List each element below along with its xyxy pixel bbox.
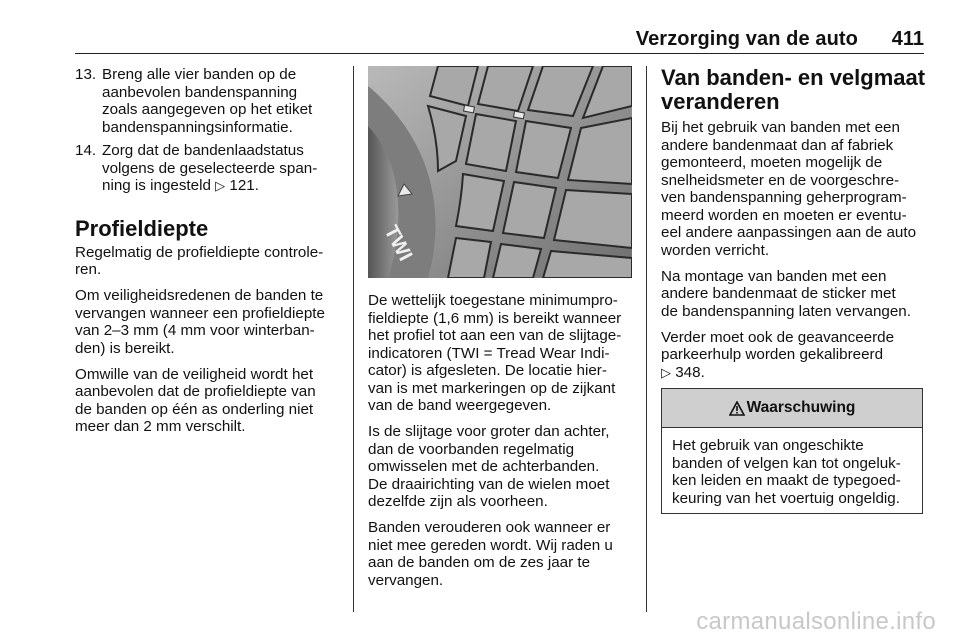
middle-column (368, 292, 638, 598)
paragraph (368, 423, 638, 511)
warning-header (662, 389, 922, 428)
text-line: Omwille van de veiligheid wordt het (75, 365, 314, 383)
text-span: ning is ingesteld (102, 177, 211, 194)
heading-line: Van banden- en velgmaat (661, 65, 926, 90)
text-line: snelheidsmeter en de voorgeschre- (661, 171, 900, 189)
text-line: Bij het gebruik van banden met een (661, 119, 900, 136)
twi-label: TWI (379, 222, 417, 265)
text-line: Zorg dat de bandenlaadstatus (102, 142, 304, 159)
paragraph (75, 366, 341, 436)
paragraph (75, 244, 341, 279)
page-ref-arrow-icon: ▷ (215, 178, 226, 193)
text-line: keuring van het voertuig ongeldig. (672, 489, 900, 507)
text-line: Breng alle vier banden op de (102, 66, 297, 83)
section-heading-banden-velgmaat (661, 66, 927, 114)
text-line: banden of velgen kan tot ongeluk- (672, 454, 901, 472)
paragraph (368, 519, 638, 589)
section-heading-profieldiepte: Profieldiepte (75, 215, 209, 241)
text-line: andere bandenmaat de sticker met (661, 285, 896, 302)
text-line: gemonteerd, moeten mogelijk de (661, 154, 883, 171)
text-line: vervangen wanneer een profieldiepte (75, 304, 325, 322)
text-line: aan de banden om de zes jaar te (368, 554, 591, 571)
text-line: dan de voorbanden regelmatig (368, 440, 575, 458)
text-line: De wettelijk toegestane minimumpro- (368, 292, 618, 309)
left-column (75, 66, 341, 444)
heading-line: veranderen (661, 89, 780, 114)
right-column (661, 66, 927, 390)
text-line: Om veiligheidsredenen de banden te (75, 287, 324, 304)
text-line: eel andere aanpassingen aan de auto (661, 224, 917, 241)
paragraph (75, 287, 341, 357)
watermark: carmanualsonline.info (696, 608, 936, 635)
section-title: Verzorging van de auto (635, 28, 858, 50)
text-line: parkeerhulp worden gekalibreerd (661, 346, 884, 363)
text-line: fieldiepte (1,6 mm) is bereikt wanneer (368, 309, 622, 327)
list-text (102, 142, 341, 195)
text-line: het profiel tot aan een van de slijtage- (368, 327, 622, 344)
text-line: dezelfde zijn als voorheen. (368, 493, 548, 510)
text-line: niet mee gereden wordt. Wij raden u (368, 536, 613, 554)
text-line: Het gebruik van ongeschikte (672, 437, 864, 454)
warning-body (662, 428, 922, 507)
page-header (75, 28, 924, 54)
text-line: Verder moet ook de geavanceerde (661, 328, 895, 346)
text-line: Is de slijtage voor groter dan achter, (368, 423, 610, 440)
text-line: volgens de geselecteerde span- (102, 159, 318, 177)
page-ref-link[interactable]: 348. (675, 363, 705, 381)
text-line: andere bandenmaat dan af fabriek (661, 136, 894, 154)
text-line: Na montage van banden met een (661, 267, 887, 285)
text-line: omwisselen met de achterbanden. (368, 458, 600, 475)
text-line: de banden op één as onderling niet (75, 400, 314, 418)
paragraph (661, 119, 927, 259)
list-text (102, 66, 341, 136)
list-number: 13. (75, 66, 97, 83)
text-line: aanbevolen dat de profieldiepte van (75, 383, 316, 400)
paragraph (661, 329, 927, 382)
text-line (102, 177, 341, 195)
text-line: vervangen. (368, 571, 444, 589)
text-line: De draairichting van de wielen moet (368, 475, 610, 493)
text-line: indicatoren (TWI = Tread Wear Indi- (368, 344, 610, 362)
tire-tread-illustration (368, 66, 632, 278)
text-line: meerd worden en moeten er eventu- (661, 206, 907, 224)
warning-triangle-icon (729, 401, 745, 416)
list-item (75, 142, 341, 195)
paragraph (661, 268, 927, 321)
text-line: Regelmatig de profieldiepte controle- (75, 243, 324, 261)
text-line: bandenspanningsinformatie. (102, 118, 293, 136)
header-rule (75, 53, 924, 54)
text-line: van 2–3 mm (4 mm voor winterban- (75, 322, 315, 339)
text-line: cator) is afgesleten. De locatie hier- (368, 362, 607, 379)
column-divider-right (646, 66, 647, 612)
page-ref-link[interactable]: 121. (229, 177, 259, 194)
text-line: den) is bereikt. (75, 339, 175, 357)
text-line: worden verricht. (661, 241, 770, 259)
text-line: van de band weergegeven. (368, 397, 552, 414)
text-line: Banden verouderen ook wanneer er (368, 519, 611, 536)
text-line: zoals aangegeven op het etiket (102, 101, 313, 118)
list-item (75, 66, 341, 136)
paragraph (368, 292, 638, 415)
text-line: de bandenspanning laten vervangen. (661, 302, 911, 320)
text-line: ren. (75, 261, 102, 278)
text-line: meer dan 2 mm verschilt. (75, 418, 246, 435)
text-line: van is met markeringen op de zijkant (368, 379, 616, 397)
tire-tread-figure (368, 66, 632, 278)
text-line: aanbevolen bandenspanning (102, 83, 298, 101)
page-number: 411 (891, 28, 924, 50)
text-line: ven bandenspanning geherprogram- (661, 189, 907, 206)
warning-box (661, 388, 923, 514)
page-ref-arrow-icon: ▷ (661, 364, 671, 380)
list-number: 14. (75, 142, 97, 159)
column-divider-left (353, 66, 354, 612)
warning-title: Waarschuwing (746, 399, 856, 416)
text-line: ken leiden en maakt de typegoed- (672, 472, 901, 489)
